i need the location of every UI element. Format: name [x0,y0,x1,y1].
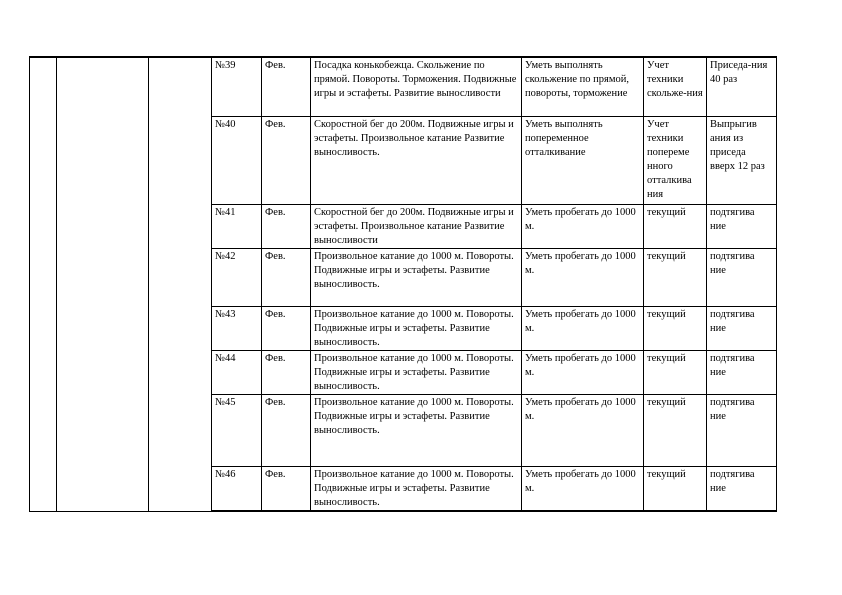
lesson-requirements: Уметь пробегать до 1000 м. [522,306,644,350]
lesson-content: Произвольное катание до 1000 м. Повороты. Подвижные игры и эстафеты. Развитие выносливость. [311,306,522,350]
lesson-number: №41 [212,204,262,248]
lesson-requirements: Уметь выполнять попеременное отталкивание [522,116,644,204]
lesson-number: №44 [212,350,262,394]
lesson-number: №46 [212,466,262,511]
lesson-month: Фев. [262,306,311,350]
lesson-requirements: Уметь пробегать до 1000 м. [522,350,644,394]
lesson-content: Скоростной бег до 200м. Подвижные игры и эстафеты. Произвольное катание Развитие выносливость. [311,116,522,204]
lesson-homework: подтягива ние [707,466,777,511]
lesson-content: Произвольное катание до 1000 м. Повороты. Подвижные игры и эстафеты. Развитие выносливость. [311,350,522,394]
lesson-control: текущий [644,306,707,350]
lesson-content: Произвольное катание до 1000 м. Повороты. Подвижные игры и эстафеты. Развитие выносливость. [311,394,522,466]
lesson-month: Фев. [262,57,311,116]
lesson-control: текущий [644,466,707,511]
lesson-month: Фев. [262,248,311,306]
lesson-month: Фев. [262,116,311,204]
lesson-control: текущий [644,394,707,466]
lesson-content: Скоростной бег до 200м. Подвижные игры и эстафеты. Произвольное катание Развитие выносливости [311,204,522,248]
lesson-number: №40 [212,116,262,204]
empty-column-cell [57,57,149,511]
lesson-requirements: Уметь выполнять скольжение по прямой, повороты, торможение [522,57,644,116]
lesson-content: Произвольное катание до 1000 м. Повороты. Подвижные игры и эстафеты. Развитие выносливость. [311,466,522,511]
lesson-homework: подтягива ние [707,394,777,466]
lesson-plan-table [29,56,777,512]
lesson-control: Учет техники попереме нного отталкива ния [644,116,707,204]
lesson-homework: подтягива ние [707,204,777,248]
lesson-control: текущий [644,350,707,394]
lesson-number: №42 [212,248,262,306]
lesson-content: Посадка конькобежца. Скольжение по прямой. Повороты. Торможения. Подвижные игры и эстафеты. Развитие выносливости [311,57,522,116]
lesson-control: текущий [644,248,707,306]
lesson-control: текущий [644,204,707,248]
lesson-requirements: Уметь пробегать до 1000 м. [522,248,644,306]
lesson-requirements: Уметь пробегать до 1000 м. [522,394,644,466]
lesson-number: №39 [212,57,262,116]
lesson-month: Фев. [262,394,311,466]
lesson-requirements: Уметь пробегать до 1000 м. [522,204,644,248]
lesson-homework: Выпрыгив ания из приседа вверх 12 раз [707,116,777,204]
lesson-requirements: Уметь пробегать до 1000 м. [522,466,644,511]
lesson-month: Фев. [262,204,311,248]
lesson-control: Учет техники скольже-ния [644,57,707,116]
table-row [30,57,777,116]
lesson-homework: подтягива ние [707,350,777,394]
empty-column-cell [30,57,57,511]
empty-column-cell [149,57,212,511]
lesson-month: Фев. [262,466,311,511]
lesson-homework: подтягива ние [707,306,777,350]
lesson-number: №45 [212,394,262,466]
lesson-number: №43 [212,306,262,350]
lesson-homework: Приседа-ния 40 раз [707,57,777,116]
lesson-homework: подтягива ние [707,248,777,306]
lesson-content: Произвольное катание до 1000 м. Повороты. Подвижные игры и эстафеты. Развитие выносливость. [311,248,522,306]
lesson-month: Фев. [262,350,311,394]
